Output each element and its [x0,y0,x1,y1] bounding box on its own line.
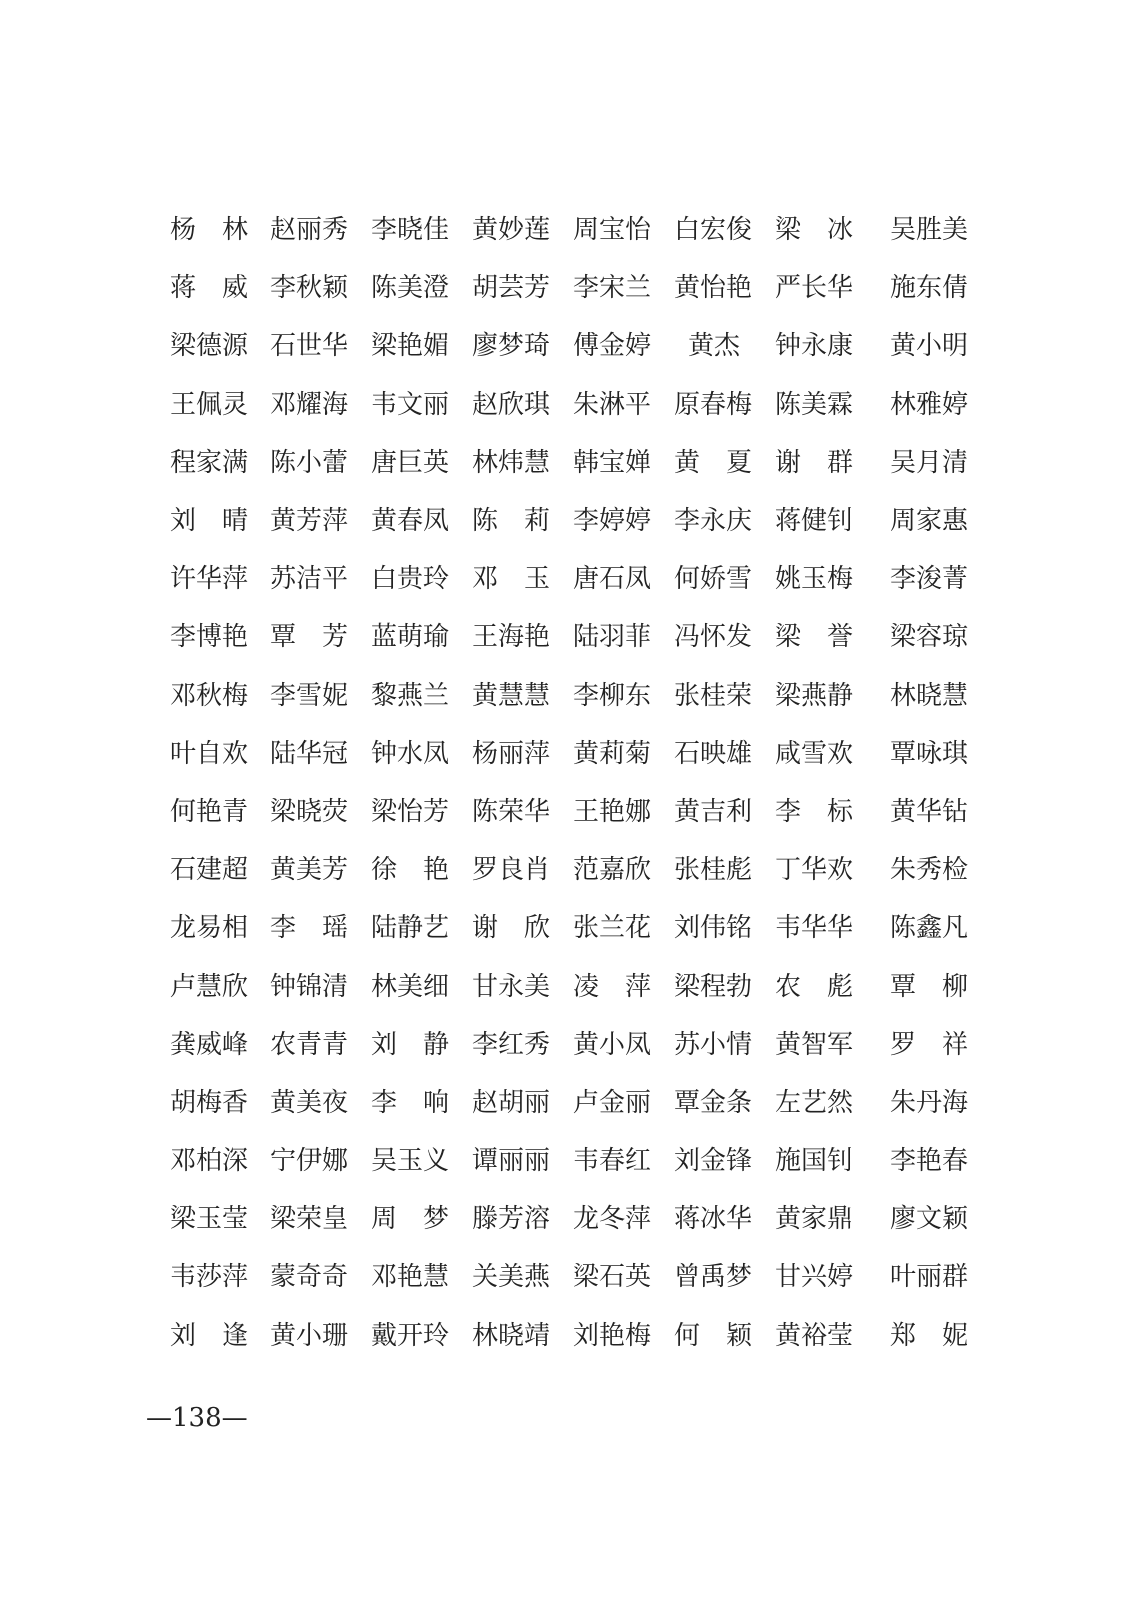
name-entry: 梁晓荧 [270,796,349,827]
name-entry: 梁燕静 [775,680,854,711]
name-entry: 黄美夜 [270,1087,349,1118]
name-entry: 丁华欢 [775,855,854,886]
name-entry: 钟永康 [775,331,854,362]
name-entry: 李婷婷 [573,506,652,537]
name-entry: 吴胜美 [890,215,969,246]
name-entry: 黄春凤 [371,506,450,537]
name-entry: 黄妙莲 [472,215,551,246]
name-entry: 邓秋梅 [170,680,249,711]
name-entry: 甘永美 [472,971,551,1002]
name-entry: 戴开玲 [371,1320,450,1351]
name-entry: 李博艳 [170,622,249,653]
name-entry: 李宋兰 [573,273,652,304]
name-entry: 郑 妮 [890,1320,968,1351]
name-entry: 黄小明 [890,331,969,362]
name-entry: 黄怡艳 [674,273,753,304]
name-entry: 陆华冠 [270,738,349,769]
name-entry: 龙易相 [170,913,249,944]
name-entry: 王佩灵 [170,389,249,420]
name-entry: 林炜慧 [472,447,551,478]
name-entry: 陆羽菲 [573,622,652,653]
name-entry: 梁容琼 [890,622,969,653]
name-entry: 农青青 [270,1029,349,1060]
name-entry: 黄杰 [688,331,741,362]
name-entry: 左艺然 [775,1087,854,1118]
name-entry: 梁 冰 [775,215,853,246]
name-entry: 廖梦琦 [472,331,551,362]
name-entry: 苏洁平 [270,564,349,595]
name-entry: 谢 欣 [472,913,550,944]
name-entry: 白宏俊 [674,215,753,246]
name-entry: 严长华 [775,273,854,304]
name-entry: 农 彪 [775,971,853,1002]
name-entry: 白贵玲 [371,564,450,595]
name-entry: 王艳娜 [573,796,652,827]
name-entry: 蓝萌瑜 [371,622,450,653]
name-entry: 凌 萍 [573,971,651,1002]
name-entry: 罗 祥 [890,1029,968,1060]
name-entry: 赵胡丽 [472,1087,551,1118]
name-entry: 唐石凤 [573,564,652,595]
name-entry: 钟水凤 [371,738,450,769]
name-entry: 陈小蕾 [270,447,349,478]
name-entry: 邓 玉 [472,564,550,595]
name-entry: 赵丽秀 [270,215,349,246]
name-entry: 施国钊 [775,1146,854,1177]
name-entry: 黄华钻 [890,796,969,827]
name-entry: 龙冬萍 [573,1204,652,1235]
name-entry: 周 梦 [371,1204,449,1235]
name-entry: 蒙奇奇 [270,1262,349,1293]
name-entry: 朱淋平 [573,389,652,420]
name-entry: 黄裕莹 [775,1320,854,1351]
name-entry: 杨 林 [170,215,248,246]
name-entry: 李红秀 [472,1029,551,1060]
name-entry: 黄美芳 [270,855,349,886]
name-entry: 梁荣皇 [270,1204,349,1235]
name-entry: 叶自欢 [170,738,249,769]
name-entry: 陈美霖 [775,389,854,420]
name-entry: 蒋冰华 [674,1204,753,1235]
name-entry: 罗良肖 [472,855,551,886]
name-entry: 黄小珊 [270,1320,349,1351]
name-entry: 陈 莉 [472,506,550,537]
name-entry: 原春梅 [674,389,753,420]
name-entry: 黄 夏 [674,447,752,478]
name-entry: 石建超 [170,855,249,886]
name-entry: 李永庆 [674,506,753,537]
name-entry: 谢 群 [775,447,853,478]
name-entry: 李柳东 [573,680,652,711]
name-entry: 黄家鼎 [775,1204,854,1235]
name-entry: 陆静艺 [371,913,450,944]
name-entry: 刘 静 [371,1029,449,1060]
name-entry: 滕芳溶 [472,1204,551,1235]
name-entry: 林晓靖 [472,1320,551,1351]
name-entry: 唐巨英 [371,447,450,478]
name-entry: 何娇雪 [674,564,753,595]
name-entry: 周宝怡 [573,215,652,246]
name-entry: 韦莎萍 [170,1262,249,1293]
name-entry: 龚威峰 [170,1029,249,1060]
name-entry: 黄莉菊 [573,738,652,769]
name-entry: 覃 柳 [890,971,968,1002]
name-entry: 施东倩 [890,273,969,304]
name-entry: 李晓佳 [371,215,450,246]
name-entry: 覃咏琪 [890,738,969,769]
name-entry: 刘 逢 [170,1320,248,1351]
name-entry: 刘 晴 [170,506,248,537]
name-entry: 韦春红 [573,1146,652,1177]
name-entry: 韦华华 [775,913,854,944]
name-entry: 邓艳慧 [371,1262,450,1293]
name-entry: 何 颖 [674,1320,752,1351]
name-entry: 张兰花 [573,913,652,944]
name-entry: 朱秀检 [890,855,969,886]
name-entry: 陈美澄 [371,273,450,304]
name-entry: 黄芳萍 [270,506,349,537]
name-entry: 李艳春 [890,1146,969,1177]
name-entry: 邓柏深 [170,1146,249,1177]
name-entry: 胡梅香 [170,1087,249,1118]
name-entry: 黄智军 [775,1029,854,1060]
name-entry: 何艳青 [170,796,249,827]
name-entry: 覃金条 [674,1087,753,1118]
name-entry: 宁伊娜 [270,1146,349,1177]
name-entry: 王海艳 [472,622,551,653]
name-entry: 谭丽丽 [472,1146,551,1177]
name-entry: 刘金锋 [674,1146,753,1177]
name-entry: 林晓慧 [890,680,969,711]
name-entry: 林美细 [371,971,450,1002]
name-entry: 徐 艳 [371,855,449,886]
name-entry: 林雅婷 [890,389,969,420]
name-entry: 吴月清 [890,447,969,478]
name-entry: 李 响 [371,1087,449,1118]
name-entry: 刘伟铭 [674,913,753,944]
name-entry: 黄慧慧 [472,680,551,711]
name-entry: 黄吉利 [674,796,753,827]
name-entry: 朱丹海 [890,1087,969,1118]
name-entry: 程家满 [170,447,249,478]
name-entry: 陈鑫凡 [890,913,969,944]
name-entry: 许华萍 [170,564,249,595]
name-entry: 石映雄 [674,738,753,769]
name-entry: 张桂荣 [674,680,753,711]
name-entry: 赵欣琪 [472,389,551,420]
name-entry: 咸雪欢 [775,738,854,769]
name-entry: 李 瑶 [270,913,348,944]
name-entry: 张桂彪 [674,855,753,886]
name-entry: 刘艳梅 [573,1320,652,1351]
name-entry: 冯怀发 [674,622,753,653]
name-entry: 卢金丽 [573,1087,652,1118]
name-entry: 梁德源 [170,331,249,362]
name-entry: 梁怡芳 [371,796,450,827]
name-entry: 卢慧欣 [170,971,249,1002]
name-entry: 韦文丽 [371,389,450,420]
name-entry: 黎燕兰 [371,680,450,711]
name-entry: 胡芸芳 [472,273,551,304]
name-entry: 叶丽群 [890,1262,969,1293]
name-entry: 范嘉欣 [573,855,652,886]
name-entry: 韩宝婵 [573,447,652,478]
name-entry: 蒋 威 [170,273,248,304]
name-entry: 关美燕 [472,1262,551,1293]
name-entry: 梁玉莹 [170,1204,249,1235]
name-entry: 李 标 [775,796,853,827]
name-entry: 梁艳媚 [371,331,450,362]
name-entry: 黄小凤 [573,1029,652,1060]
name-list-grid [170,201,970,1365]
name-entry: 姚玉梅 [775,564,854,595]
name-entry: 周家惠 [890,506,969,537]
name-entry: 邓耀海 [270,389,349,420]
name-entry: 蒋健钊 [775,506,854,537]
name-entry: 梁石英 [573,1262,652,1293]
name-entry: 李雪妮 [270,680,349,711]
name-entry: 梁程勃 [674,971,753,1002]
name-entry: 曾禹梦 [674,1262,753,1293]
name-entry: 吴玉义 [371,1146,450,1177]
name-entry: 廖文颖 [890,1204,969,1235]
name-entry: 梁 誉 [775,622,853,653]
name-entry: 甘兴婷 [775,1262,854,1293]
name-entry: 傅金婷 [573,331,652,362]
name-entry: 陈荣华 [472,796,551,827]
name-entry: 杨丽萍 [472,738,551,769]
name-entry: 覃 芳 [270,622,348,653]
name-entry: 李秋颖 [270,273,349,304]
name-entry: 石世华 [270,331,349,362]
name-entry: 苏小情 [674,1029,753,1060]
name-entry: 钟锦清 [270,971,349,1002]
name-entry: 李浚菁 [890,564,969,595]
page-number: —138— [146,1403,248,1433]
